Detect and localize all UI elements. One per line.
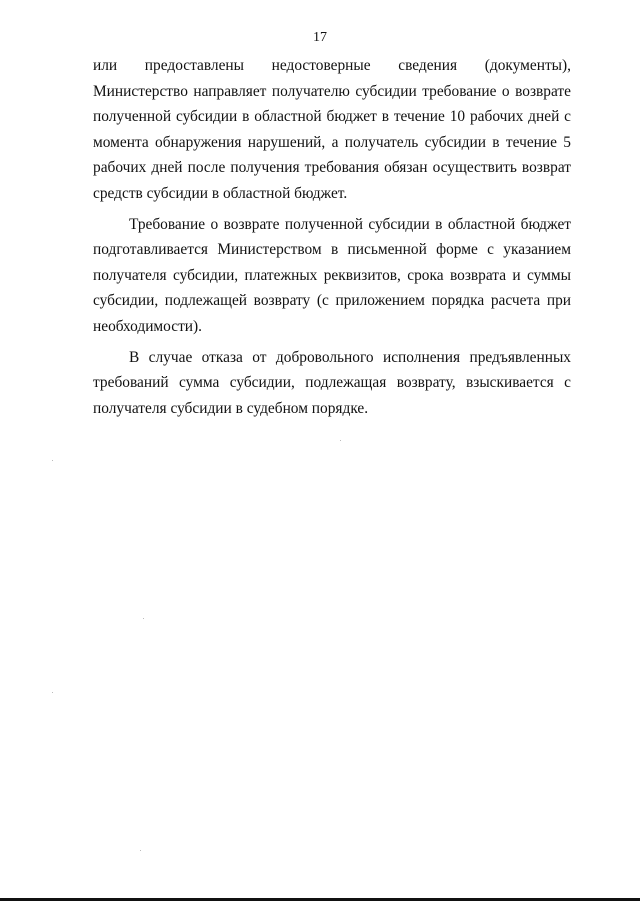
paragraph-refund-demand: Требование о возврате полученной субсидии в областной бюджет подготавливается Министерством в письменной форме с указанием получателя субсидии, платежных реквизитов, срока возврата и суммы субсидии, подлежащей возврату (с приложением порядка расчета при необходимости). xyxy=(93,215,571,335)
paragraph-court-recovery: В случае отказа от добровольного исполнения предъявленных требований сумма субсидии, подлежащая возврату, взыскивается с получателя субсидии в судебном порядке. xyxy=(93,348,571,417)
scan-speck xyxy=(52,692,53,693)
scan-speck xyxy=(340,440,341,441)
bottom-scan-edge xyxy=(0,898,640,901)
paragraph-continued: или предоставлены недостоверные сведения (документы), Министерство направляет получателю субсидии требование о возврате полученной субсидии в областной бюджет в течение 10 рабочих дней с момента обнаружения нарушений, а получатель субсидии в течение 5 рабочих дней после получения требования обязан осуществить возврат средств субсидии в областной бюджет. xyxy=(93,57,571,202)
scan-speck xyxy=(52,460,53,461)
document-body xyxy=(93,53,571,426)
scan-speck xyxy=(140,850,141,851)
page-number: 17 xyxy=(313,30,327,45)
scan-speck xyxy=(143,618,144,619)
